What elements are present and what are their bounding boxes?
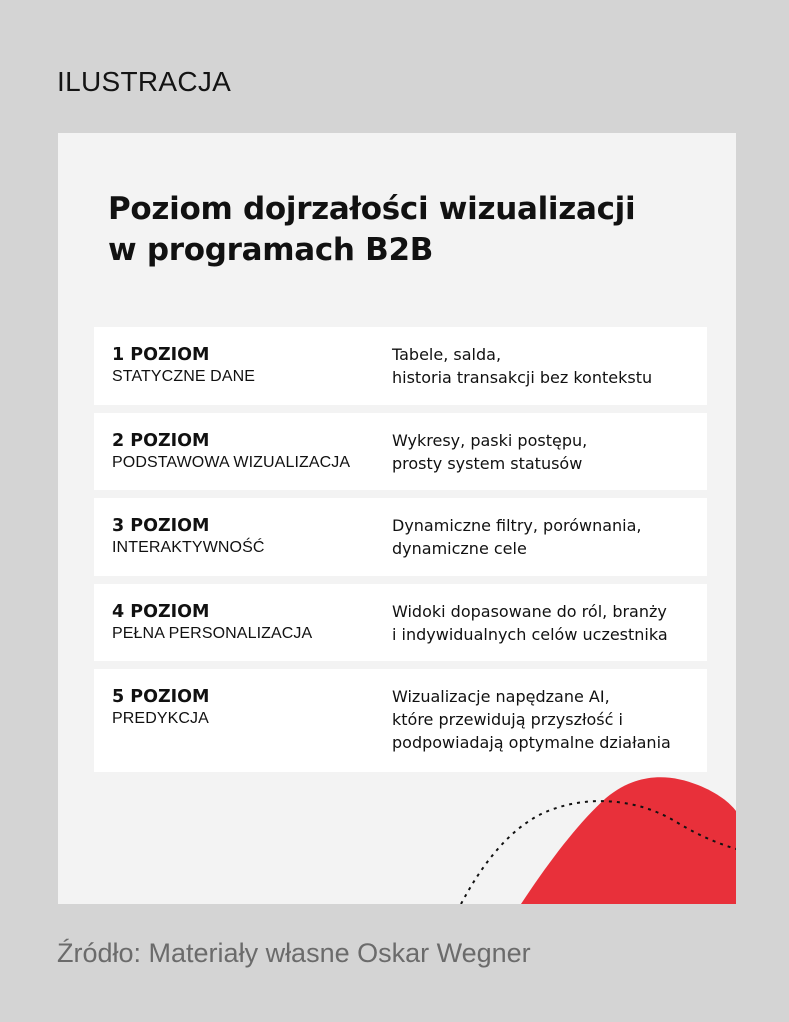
- infographic-card: [58, 133, 736, 904]
- page-title: [108, 189, 708, 271]
- source-caption: Źródło: Materiały własne Oskar Wegner: [57, 938, 531, 968]
- level-number: 4 POZIOM: [112, 602, 210, 622]
- level-row-3: [94, 498, 707, 576]
- dotted-curve: [461, 801, 736, 904]
- level-row-2: [94, 413, 707, 490]
- level-list: [94, 327, 707, 780]
- title-line-2: w programach B2B: [108, 232, 434, 268]
- level-name: INTERAKTYWNOŚĆ: [112, 539, 265, 556]
- level-name: PREDYKCJA: [112, 710, 209, 727]
- level-number: 5 POZIOM: [112, 687, 210, 707]
- level-row-1: [94, 327, 707, 405]
- level-description: Widoki dopasowane do ról, branży i indywidualnych celów uczestnika: [392, 602, 668, 644]
- level-description: Wizualizacje napędzane AI, które przewidują przyszłość i podpowiadają optymalne działania: [392, 687, 671, 752]
- level-description: Tabele, salda, historia transakcji bez kontekstu: [392, 345, 653, 387]
- level-name: PEŁNA PERSONALIZACJA: [112, 625, 313, 642]
- level-number: 1 POZIOM: [112, 345, 210, 365]
- level-row-4: [94, 584, 707, 661]
- level-description: Dynamiczne filtry, porównania, dynamiczne cele: [392, 516, 642, 558]
- level-number: 3 POZIOM: [112, 516, 210, 536]
- section-label: ILUSTRACJA: [57, 66, 232, 97]
- level-number: 2 POZIOM: [112, 431, 210, 451]
- level-name: STATYCZNE DANE: [112, 368, 256, 385]
- level-name: PODSTAWOWA WIZUALIZACJA: [112, 454, 351, 471]
- level-description: Wykresy, paski postępu, prosty system statusów: [392, 431, 588, 473]
- red-blob: [521, 777, 736, 904]
- title-line-1: Poziom dojrzałości wizualizacji: [108, 191, 636, 227]
- level-row-5: [94, 669, 707, 772]
